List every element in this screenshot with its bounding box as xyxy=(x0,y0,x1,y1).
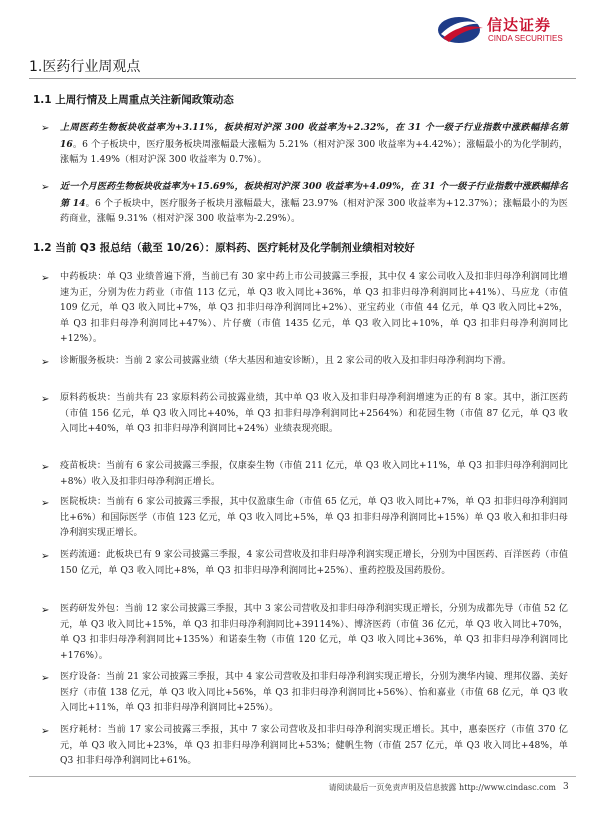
bullet-arrow-icon: ➢ xyxy=(41,551,50,562)
section-divider xyxy=(29,78,576,79)
bullet-arrow-icon: ➢ xyxy=(41,605,50,616)
vaccine-sector-paragraph: 疫苗板块：当前有 6 家公司披露三季报，仅康泰生物（市值 211 亿元，单 Q3 收入同比+11%，单 Q3 扣非归母净利润同比+8%）收入及扣非归母净利润正增长。 xyxy=(60,461,568,487)
diagnostics-sector-paragraph: 诊断服务板块：当前 2 家公司披露业绩（华大基因和迪安诊断），且 2 家公司的收入及扣非归母净利润均下滑。 xyxy=(60,356,512,366)
weekly-market-paragraph xyxy=(60,120,568,169)
cro-sector-paragraph: 医药研发外包：当前 12 家公司披露三季报，其中 3 家公司营收及扣非归母净利润实现正增长，分别为成都先导（市值 52 亿元，单 Q3 收入同比+15%，单 Q3 扣非归母净利润同比+39114%）、博济医药（市值 36 亿元，单 Q3 收入同比+70%，单 Q3 扣非归母净利润同比+135%）和诺泰生物（市值 120 亿元，单 Q3 收入同比+36%，单 Q3 扣非归母净利润同比+176%）。 xyxy=(60,604,568,661)
bullet-arrow-icon: ➢ xyxy=(41,182,50,193)
hospital-sector-paragraph: 医院板块：当前有 6 家公司披露三季报，其中仅盈康生命（市值 65 亿元，单 Q3 收入同比+7%，单 Q3 扣非归母净利润同比+6%）和国际医学（市值 123 亿元，单 Q3 收入同比+5%，单 Q3 扣非归母净利润同比+15%）单 Q3 收入和扣非归母净利润实现正增长。 xyxy=(60,497,568,539)
subsection-title-1-2: 1.2 当前 Q3 报总结（截至 10/26）：原料药、医疗耗材及化学制剂业绩相对较好 xyxy=(33,242,415,254)
medical-consumables-paragraph: 医疗耗材：当前 17 家公司披露三季报，其中 7 家公司营收及扣非归母净利润实现正增长。其中，惠泰医疗（市值 370 亿元，单 Q3 收入同比+23%，单 Q3 扣非归母净利润同比+53%；健帆生物（市值 257 亿元，单 Q3 收入同比+48%，单 Q3 扣非归母净利润同比+61%。 xyxy=(60,725,568,767)
bullet-arrow-icon: ➢ xyxy=(41,123,50,134)
weekly-market-highlight: 上周医药生物板块收益率为+3.11%，板块相对沪深 300 收益率为+2.32%，在 31 个一级子行业指数中涨跌幅排名第 16 xyxy=(60,122,568,150)
cinda-logo-mark-icon xyxy=(435,14,487,46)
footer-disclaimer-notice: 请阅读最后一页免责声明及信息披露 http://www.cindasc.com xyxy=(328,783,556,792)
footer-divider xyxy=(29,776,576,777)
bullet-arrow-icon: ➢ xyxy=(41,726,50,737)
logo-english-name: CINDA SECURITIES xyxy=(488,34,563,43)
bullet-arrow-icon: ➢ xyxy=(41,273,50,284)
subsection-title-1-1: 1.1 上周行情及上周重点关注新闻政策动态 xyxy=(33,94,234,106)
monthly-market-detail: 。6 个子板块中，医疗服务子板块月涨幅最大，涨幅 23.97%（相对沪深 300 收益率为+12.37%）；涨幅最小的为医药商业，涨幅 9.31%（相对沪深 300 收益率为-2.29%）。 xyxy=(60,198,568,225)
section-title: 1.医药行业周观点 xyxy=(29,59,141,75)
pharma-distribution-paragraph: 医药流通：此板块已有 9 家公司披露三季报，4 家公司营收及扣非归母净利润实现正增长，分别为中国医药、百洋医药（市值 150 亿元，单 Q3 收入同比+8%，单 Q3 扣非归母净利润同比+25%）、重药控股及国药股份。 xyxy=(60,550,569,576)
medical-device-paragraph: 医疗设备：当前 21 家公司披露三季报，其中 4 家公司营收及扣非归母净利润实现正增长，分别为澳华内镜、理邦仪器、美好医疗（市值 138 亿元，单 Q3 收入同比+56%，单 Q3 扣非归母净利润同比+56%）、怡和嘉业（市值 68 亿元，单 Q3 收入同比+11%，单 Q3 扣非归母净利润同比+25%）。 xyxy=(60,672,568,714)
monthly-market-paragraph xyxy=(60,179,568,228)
monthly-market-highlight: 近一个月医药生物板块收益率为+15.69%，板块相对沪深 300 收益率为+4.09%，在 31 个一级子行业指数中涨跌幅排名第 14 xyxy=(60,181,568,209)
logo-chinese-name: 信达证券 xyxy=(487,16,552,34)
weekly-market-detail: 。6 个子板块中，医疗服务板块周涨幅最大涨幅为 5.21%（相对沪深 300 收益率为+4.42%）；涨幅最小的为化学制药，涨幅为 1.49%（相对沪深 300 收益率为 0.7%）。 xyxy=(60,139,568,166)
bullet-arrow-icon: ➢ xyxy=(41,357,50,368)
bullet-arrow-icon: ➢ xyxy=(41,462,50,473)
tcm-sector-paragraph: 中药板块：单 Q3 业绩普遍下滑，当前已有 30 家中药上市公司披露三季报，其中仅 4 家公司收入及扣非归母净利润同比增速为正，分别为佐力药业（市值 113 亿元，单 Q3 收入同比+36%，单 Q3 扣非归母净利润同比+41%）、马应龙（市值 109 亿元，单 Q3 收入同比+7%，单 Q3 扣非归母净利润同比+2%）、亚宝药业（市值 44 亿元，单 Q3 收入同比+2%，单 Q3 扣非归母净利润同比+47%）、片仔癀（市值 1435 亿元，单 Q3 收入同比+10%，单 Q3 扣非归母净利润同比+12%）。 xyxy=(60,272,568,345)
page-number: 3 xyxy=(563,782,569,792)
bullet-arrow-icon: ➢ xyxy=(41,498,50,509)
bullet-arrow-icon: ➢ xyxy=(41,673,50,684)
company-logo xyxy=(435,10,585,50)
api-sector-paragraph: 原料药板块：当前共有 23 家原料药公司披露业绩，其中单 Q3 收入及扣非归母净利润增速为正的有 8 家。其中，浙江医药（市值 156 亿元，单 Q3 收入同比+40%，单 Q3 扣非归母净利润同比+2564%）和花园生物（市值 87 亿元，单 Q3 收入同比+40%，单 Q3 扣非归母净利润同比+24%）业绩表现亮眼。 xyxy=(60,393,568,435)
bullet-arrow-icon: ➢ xyxy=(41,394,50,405)
